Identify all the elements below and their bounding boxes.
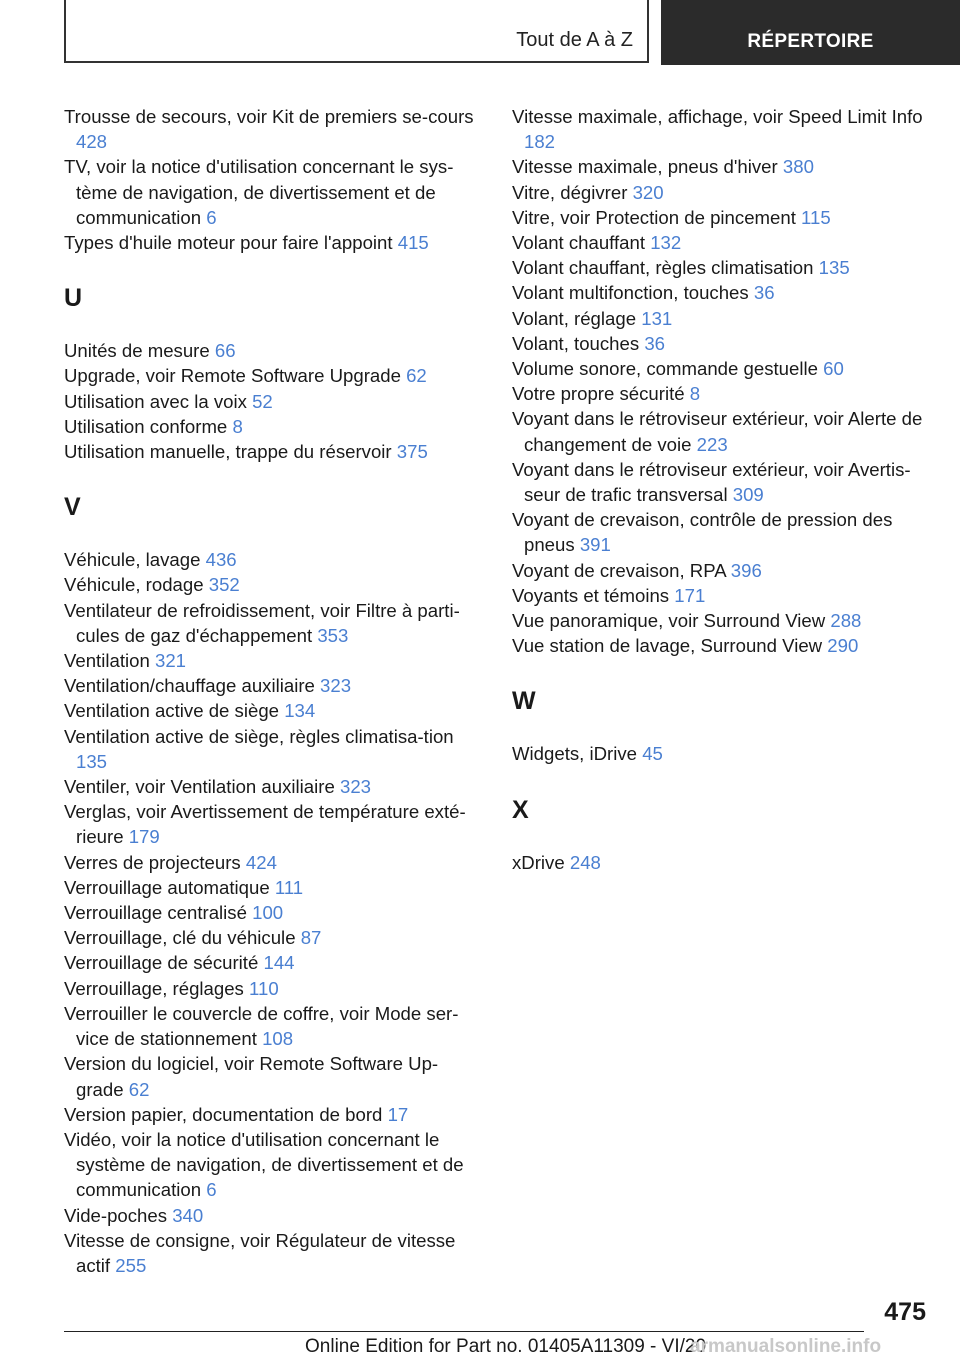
index-entry (64, 439, 484, 464)
index-entry-page-link[interactable]: 132 (650, 232, 682, 254)
index-entry-page-link[interactable]: 380 (782, 156, 814, 178)
index-entry-page-link[interactable]: 290 (827, 635, 859, 657)
index-entry (64, 154, 484, 230)
index-entry (64, 900, 484, 925)
index-entry (64, 698, 484, 723)
index-entry-text: Voyant de crevaison, contrôle de pression des pneus (512, 509, 893, 556)
index-entry (512, 406, 927, 456)
index-entry-text: Véhicule, rodage (64, 574, 204, 596)
index-entry (64, 724, 484, 774)
index-entry-page-link[interactable]: 288 (830, 610, 862, 632)
header-chapter-title: RÉPERTOIRE (747, 31, 874, 52)
index-entry-page-link[interactable]: 415 (397, 232, 429, 254)
index-entry (64, 1051, 484, 1101)
index-entry-text: Vidéo, voir la notice d'utilisation concernant le système de navigation, de divertissement et de communication (64, 1128, 464, 1201)
index-column-right (512, 104, 927, 875)
index-entry (64, 572, 484, 597)
index-entry-text: TV, voir la notice d'utilisation concernant le sys-tème de navigation, de divertissement et de communication (64, 156, 454, 228)
index-column-left (64, 104, 484, 1278)
index-entry-text: Vitesse maximale, pneus d'hiver (512, 156, 778, 178)
index-letter-heading: V (64, 493, 81, 522)
index-entry (64, 774, 484, 799)
index-entry-page-link[interactable]: 223 (696, 433, 728, 455)
index-entry (512, 230, 927, 255)
index-entry (512, 180, 927, 205)
index-entry (64, 363, 484, 388)
index-entry-page-link[interactable]: 108 (262, 1028, 294, 1050)
index-entry-page-link[interactable]: 436 (205, 549, 237, 571)
index-entry-page-link[interactable]: 321 (154, 650, 187, 672)
index-letter-heading: W (512, 687, 536, 716)
index-entry-page-link[interactable]: 60 (823, 358, 844, 380)
index-entry-page-link[interactable]: 62 (128, 1078, 150, 1100)
index-entry-page-link[interactable]: 36 (753, 282, 775, 304)
index-entry (512, 457, 927, 507)
index-entry (512, 331, 927, 356)
index-entry (64, 230, 484, 255)
index-entry (512, 104, 927, 154)
index-entry (512, 633, 927, 658)
index-entry (512, 741, 927, 766)
index-entry (64, 1001, 484, 1051)
index-entry-page-link[interactable]: 179 (128, 826, 160, 848)
index-entry (64, 338, 484, 363)
index-entry-page-link[interactable]: 135 (76, 750, 108, 772)
index-entry-text: Ventilation/chauffage auxiliaire (64, 675, 315, 697)
index-entry-page-link[interactable]: 6 (206, 206, 217, 228)
index-entry-page-link[interactable]: 6 (206, 1179, 217, 1201)
footer-divider (64, 1331, 864, 1332)
index-entry-text: Voyant dans le rétroviseur extérieur, voir Alerte de changement de voie (512, 408, 923, 455)
index-entry-text: Votre propre sécurité (512, 383, 685, 405)
index-entry-page-link[interactable]: 52 (252, 390, 273, 412)
index-entry (512, 255, 927, 280)
index-entry-text: Volant chauffant, règles climatisation (512, 257, 814, 279)
index-entry-page-link[interactable]: 323 (339, 776, 372, 798)
index-entry (64, 414, 484, 439)
index-entry-page-link[interactable]: 391 (579, 534, 611, 556)
index-entry-text: Verrouiller le couvercle de coffre, voir Mode ser-vice de stationnement (64, 1002, 459, 1050)
header-section-tab (64, 0, 649, 63)
index-entry-page-link[interactable]: 375 (396, 441, 428, 463)
index-entry-text: Volume sonore, commande gestuelle (512, 358, 818, 380)
index-letter-heading: U (64, 284, 83, 313)
watermark-text: armanualsonline.info (690, 1336, 882, 1357)
index-entry-page-link[interactable]: 45 (642, 743, 663, 765)
index-entry-text: Volant, réglage (512, 307, 637, 329)
index-entry-text: Voyant de crevaison, RPA (512, 559, 726, 581)
index-entry-text: Verres de projecteurs (64, 851, 241, 873)
index-entry-page-link[interactable]: 110 (249, 977, 279, 999)
index-entry-text: Vitre, dégivrer (512, 181, 628, 203)
index-letter-heading: X (512, 795, 529, 824)
index-entry-text: Ventilateur de refroidissement, voir Filtre à parti-cules de gaz d'échappement (64, 599, 460, 646)
index-entry-text: Version du logiciel, voir Remote Software Up-grade (64, 1053, 439, 1100)
index-entry (64, 799, 484, 849)
index-entry (64, 976, 484, 1001)
index-entry-page-link[interactable]: 323 (320, 675, 352, 697)
index-entry-page-link[interactable]: 424 (245, 851, 277, 873)
index-entry (64, 648, 484, 673)
index-entry-page-link[interactable]: 8 (232, 415, 243, 437)
index-entry-text: Types d'huile moteur pour faire l'appoint (64, 232, 393, 254)
index-entry (64, 547, 484, 572)
index-entry-text: Voyants et témoins (512, 584, 670, 606)
index-entry-page-link[interactable]: 248 (569, 851, 601, 873)
index-entry (64, 1102, 484, 1127)
index-entry-page-link[interactable]: 100 (252, 902, 284, 924)
index-entry (512, 507, 927, 557)
index-entry-text: Volant, touches (512, 332, 640, 354)
index-entry (64, 850, 484, 875)
index-entry-page-link[interactable]: 309 (732, 484, 764, 506)
index-entry-text: Verrouillage centralisé (64, 902, 247, 924)
index-entry-text: Trousse de secours, voir Kit de premiers se-cours (64, 106, 474, 127)
index-entry-text: Vitesse de consigne, voir Régulateur de vitesse actif (64, 1229, 456, 1276)
index-entry-page-link[interactable]: 134 (284, 700, 316, 722)
index-entry-text: Unités de mesure (64, 340, 210, 362)
index-entry (64, 389, 484, 414)
index-entry-page-link[interactable]: 144 (263, 952, 295, 974)
index-entry (64, 925, 484, 950)
index-entry-text: Vue panoramique, voir Surround View (512, 610, 826, 632)
index-entry (512, 154, 927, 179)
index-entry-text: Voyant dans le rétroviseur extérieur, voir Avertis-seur de trafic transversal (512, 458, 911, 506)
index-entry (512, 850, 927, 875)
index-entry-text: Upgrade, voir Remote Software Upgrade (64, 365, 401, 387)
index-entry-page-link[interactable]: 115 (801, 206, 831, 228)
index-entry-text: Utilisation avec la voix (64, 390, 247, 412)
header-section-title: Tout de A à Z (516, 29, 633, 51)
index-entry-text: Verrouillage, clé du véhicule (64, 927, 296, 949)
index-entry-text: Verrouillage automatique (64, 876, 270, 898)
index-entry (512, 583, 927, 608)
index-entry (64, 598, 484, 648)
index-entry-page-link[interactable]: 17 (387, 1103, 409, 1125)
index-entry-page-link[interactable]: 111 (274, 876, 304, 898)
index-entry (512, 356, 927, 381)
index-entry (512, 608, 927, 633)
index-entry-page-link[interactable]: 135 (818, 257, 850, 279)
index-entry-text: Utilisation manuelle, trappe du réservoir (64, 441, 392, 463)
index-entry-text: Verrouillage de sécurité (64, 952, 259, 974)
index-entry-page-link[interactable]: 340 (172, 1204, 204, 1226)
index-entry (64, 875, 484, 900)
index-entry (64, 1127, 484, 1203)
page-number: 475 (884, 1298, 926, 1326)
index-entry-text: Volant chauffant (512, 232, 646, 254)
index-entry (64, 950, 484, 975)
index-entry-page-link[interactable]: 353 (317, 624, 349, 646)
index-entry (512, 205, 927, 230)
index-entry-page-link[interactable]: 182 (524, 131, 556, 153)
footer-edition: Online Edition for Part no. 01405A11309 - VI/20 (305, 1336, 707, 1357)
index-entry-page-link[interactable]: 131 (641, 307, 673, 329)
index-entry (64, 673, 484, 698)
index-entry (512, 306, 927, 331)
index-entry-page-link[interactable]: 66 (214, 340, 236, 362)
index-entry-page-link[interactable]: 62 (406, 365, 427, 387)
index-entry (512, 280, 927, 305)
index-entry-text: Vue station de lavage, Surround View (512, 635, 823, 657)
index-entry (512, 381, 927, 406)
index-entry-text: Utilisation conforme (64, 415, 228, 437)
index-entry (512, 558, 927, 583)
index-entry-text: Vide-poches (64, 1204, 168, 1226)
index-entry-text: Volant multifonction, touches (512, 282, 749, 304)
index-entry-text: Véhicule, lavage (64, 549, 201, 571)
index-entry (64, 1228, 484, 1278)
index-entry-text: Ventiler, voir Ventilation auxiliaire (64, 776, 335, 798)
index-entry-text: Ventilation (64, 650, 150, 672)
header-chapter-tab (661, 0, 960, 65)
index-entry-text: xDrive (512, 851, 565, 873)
index-entry-text: Vitre, voir Protection de pincement (512, 206, 796, 228)
index-entry-page-link[interactable]: 36 (644, 332, 666, 354)
index-entry-page-link[interactable]: 8 (689, 383, 701, 405)
index-entry (64, 1203, 484, 1228)
index-entry-text: Verglas, voir Avertissement de température exté-rieure (64, 801, 466, 848)
index-entry-page-link[interactable]: 352 (208, 574, 240, 596)
index-entry (64, 104, 484, 154)
index-entry-text: Ventilation active de siège, règles climatisa-tion (64, 725, 454, 747)
index-entry-text: Vitesse maximale, affichage, voir Speed Limit Info (512, 106, 923, 127)
index-entry-text: Widgets, iDrive (512, 743, 638, 765)
index-entry-page-link[interactable]: 320 (632, 181, 664, 203)
index-entry-text: Ventilation active de siège (64, 700, 280, 722)
index-entry-text: Verrouillage, réglages (64, 977, 244, 999)
index-entry-page-link[interactable]: 255 (115, 1254, 147, 1276)
index-entry-page-link[interactable]: 396 (730, 559, 762, 581)
index-entry-page-link[interactable]: 171 (674, 584, 706, 606)
index-entry-page-link[interactable]: 87 (300, 927, 322, 949)
index-entry-page-link[interactable]: 428 (76, 131, 108, 153)
index-entry-text: Version papier, documentation de bord (64, 1103, 383, 1125)
